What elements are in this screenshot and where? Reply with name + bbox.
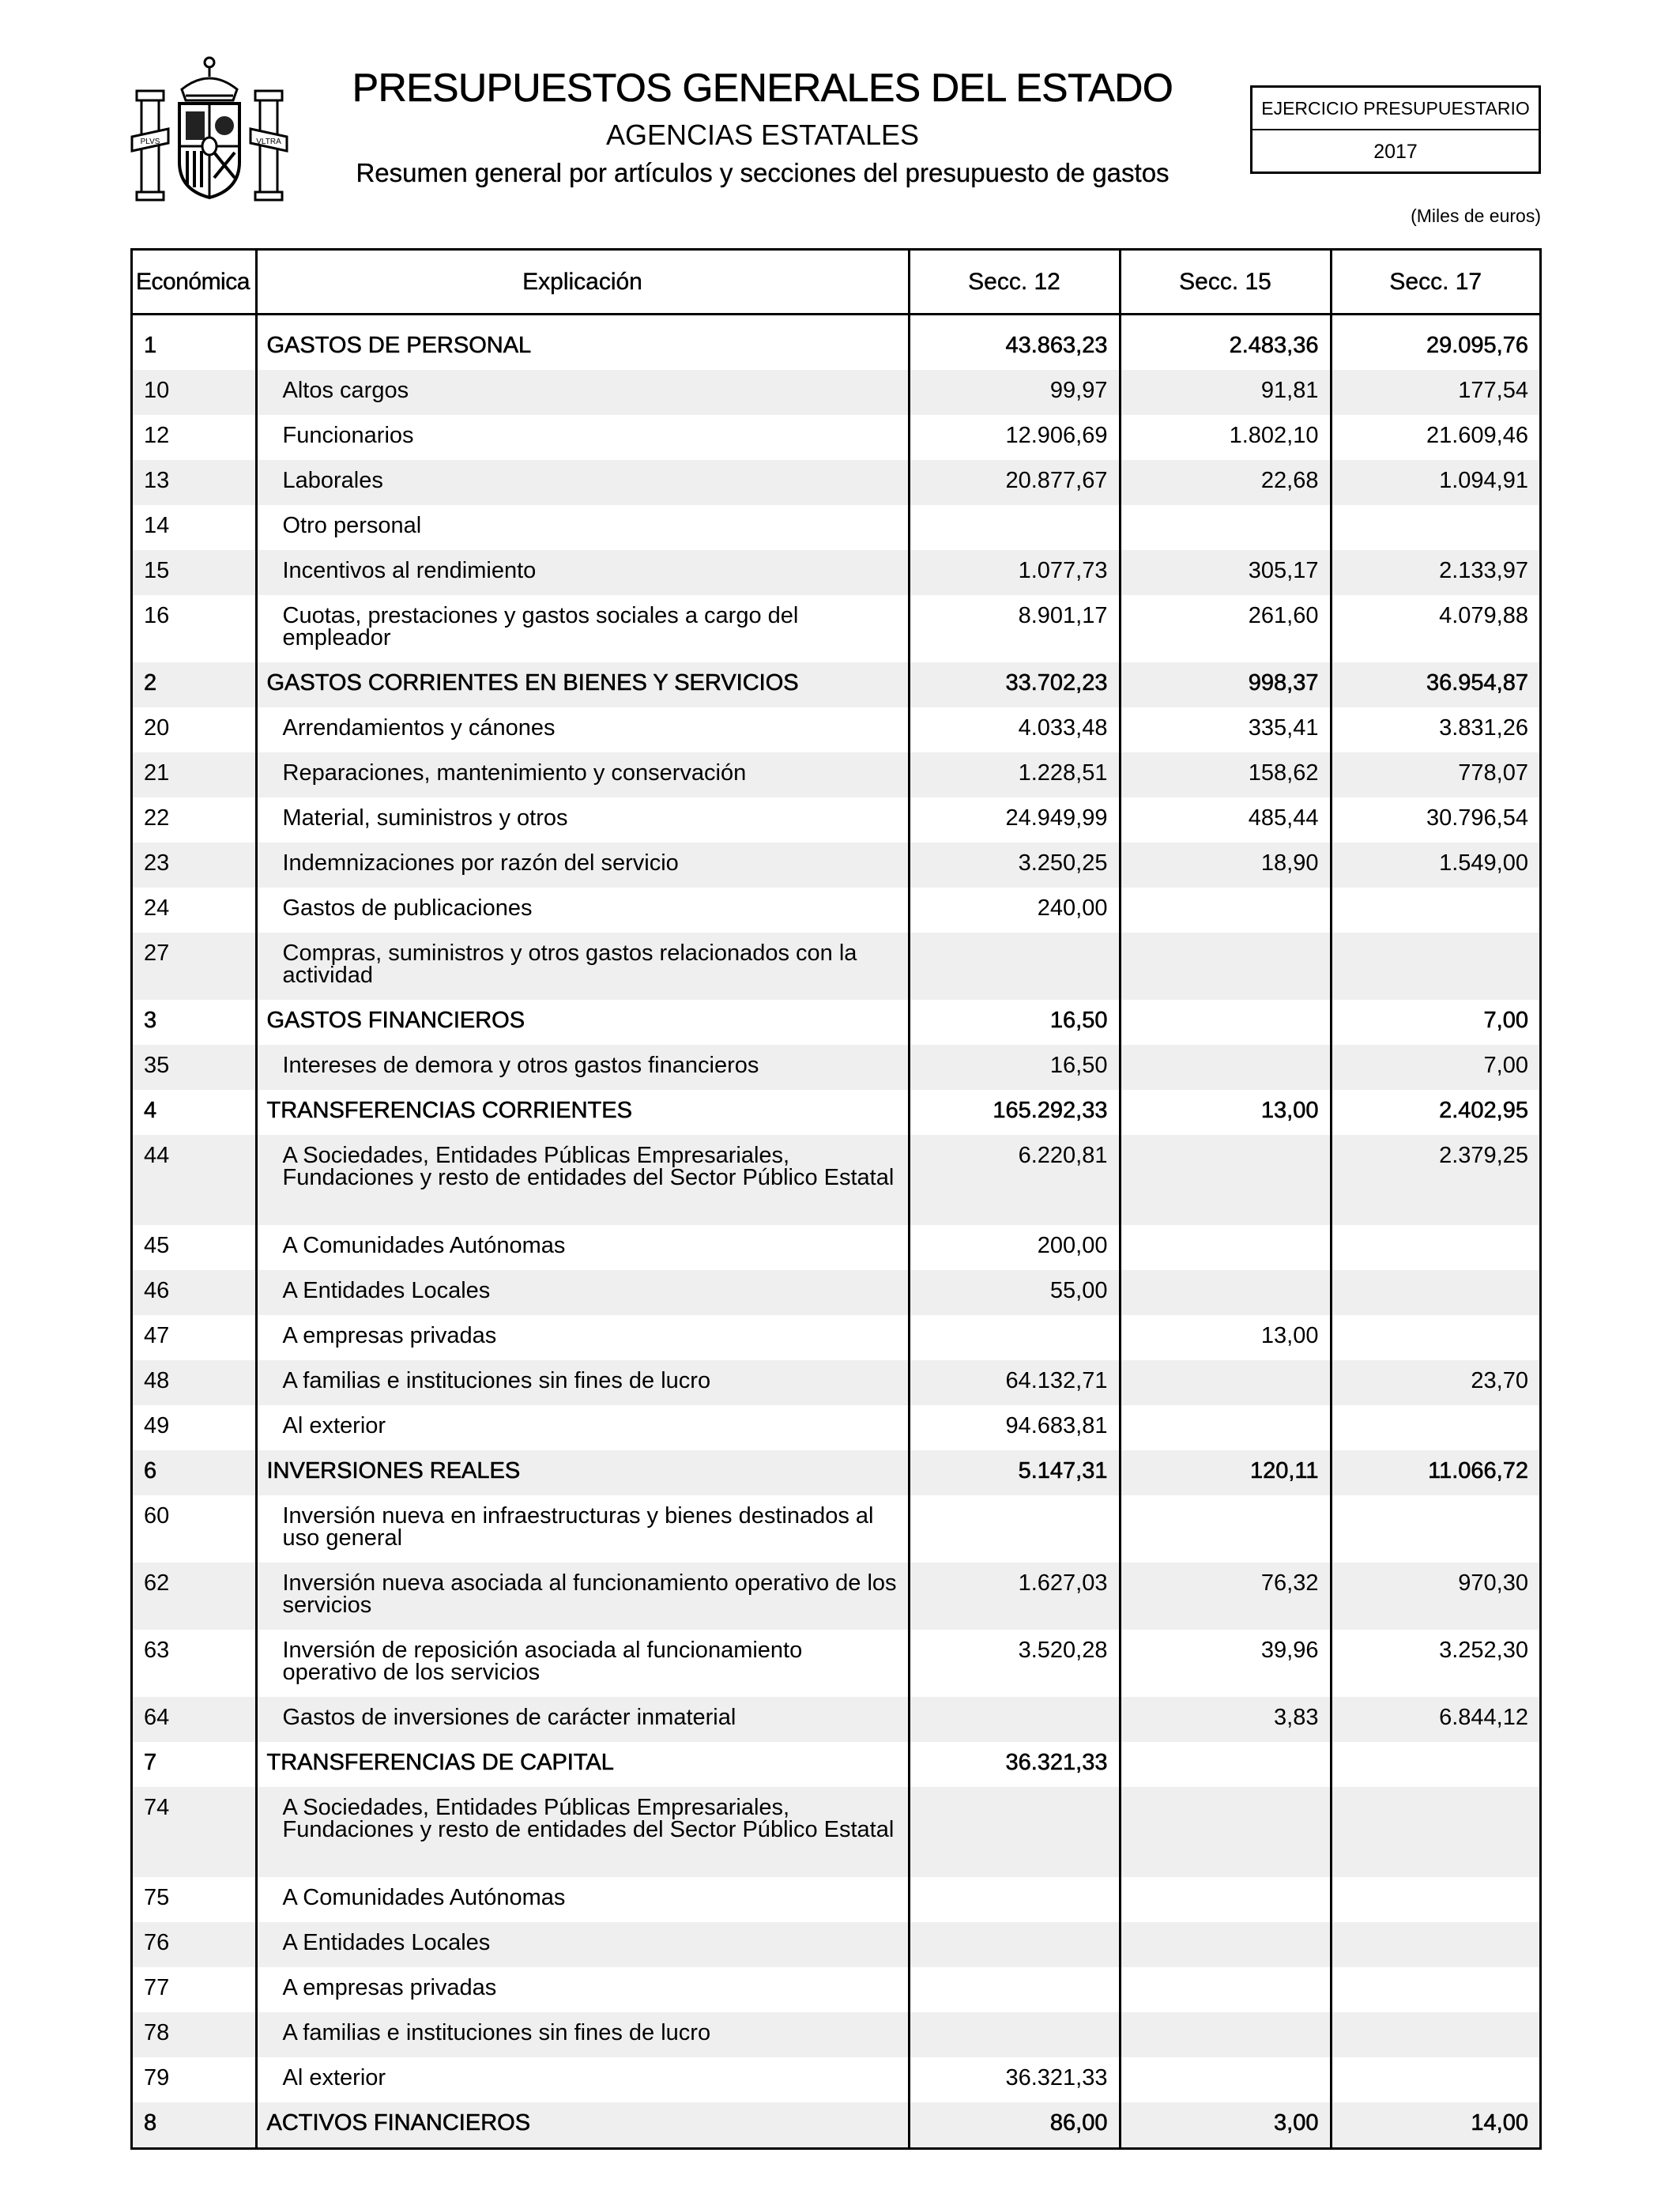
cell-secc-15: [1120, 2012, 1331, 2057]
cell-explicacion: TRANSFERENCIAS CORRIENTES: [256, 1090, 909, 1135]
table-row: [133, 595, 1539, 662]
cell-secc-15: 2.483,36: [1120, 325, 1331, 370]
cell-secc-17: [1331, 1495, 1539, 1563]
cell-code: 13: [133, 460, 256, 505]
cell-explicacion: Altos cargos: [256, 370, 909, 415]
emblem-motto-left: PLVS: [140, 138, 160, 146]
cell-explicacion: Reparaciones, mantenimiento y conservación: [256, 752, 909, 797]
cell-secc-15: [1120, 1045, 1331, 1090]
column-header-secc-12: Secc. 12: [909, 251, 1120, 315]
table-row: [133, 2057, 1539, 2102]
cell-explicacion: A Entidades Locales: [256, 1922, 909, 1967]
cell-secc-17: [1331, 1405, 1539, 1450]
emblem-motto-right: VLTRA: [256, 138, 281, 146]
cell-explicacion: A Comunidades Autónomas: [256, 1877, 909, 1922]
column-header-economica: Económica: [133, 251, 256, 315]
cell-secc-12: 55,00: [909, 1270, 1120, 1315]
cell-secc-17: [1331, 1225, 1539, 1270]
cell-code: 62: [133, 1563, 256, 1630]
cell-secc-12: 16,50: [909, 1000, 1120, 1045]
cell-secc-12: 1.077,73: [909, 550, 1120, 595]
cell-code: 77: [144, 1975, 170, 2000]
table-header-row: [133, 251, 1539, 315]
cell-code: 49: [144, 1413, 170, 1438]
cell-secc-15: 13,00: [1120, 1090, 1331, 1135]
cell-secc-15: 305,17: [1120, 550, 1331, 595]
table-row: [133, 1045, 1539, 1090]
cell-code: 20: [144, 715, 170, 741]
cell-secc-12: 94.683,81: [909, 1405, 1120, 1450]
cell-explicacion: Funcionarios: [256, 415, 909, 460]
cell-secc-17: 29.095,76: [1331, 325, 1539, 370]
cell-secc-12: 1.228,51: [909, 752, 1120, 797]
cell-explicacion: Material, suministros y otros: [256, 797, 909, 843]
cell-code: 15: [133, 550, 256, 595]
cell-secc-12: 64.132,71: [909, 1360, 1120, 1405]
cell-secc-12: 12.906,69: [909, 415, 1120, 460]
table-row: [133, 1270, 1539, 1315]
cell-secc-15: 335,41: [1120, 707, 1331, 752]
cell-secc-15: [1120, 1967, 1331, 2012]
cell-secc-17: [1331, 505, 1539, 550]
table-row: [133, 843, 1539, 888]
cell-secc-17: 6.844,12: [1331, 1697, 1539, 1742]
cell-explicacion: Gastos de publicaciones: [256, 888, 909, 933]
cell-secc-12: [909, 1697, 1120, 1742]
cell-explicacion: Cuotas, prestaciones y gastos sociales a cargo del empleador: [256, 595, 909, 662]
cell-secc-12: 5.147,31: [909, 1450, 1120, 1495]
cell-secc-17: [1331, 1877, 1539, 1922]
cell-secc-12: 165.292,33: [909, 1090, 1120, 1135]
table-row: [133, 1563, 1539, 1630]
cell-explicacion: A Sociedades, Entidades Públicas Empresariales, Fundaciones y resto de entidades del Sector Público Estatal: [256, 1135, 909, 1225]
cell-secc-17: [1331, 1967, 1539, 2012]
cell-secc-17: 3.252,30: [1331, 1630, 1539, 1697]
table-row: [133, 460, 1539, 505]
table-row: [133, 1697, 1539, 1742]
cell-explicacion: INVERSIONES REALES: [256, 1450, 909, 1495]
table-row: [133, 1315, 1539, 1360]
cell-code: 21: [133, 752, 256, 797]
cell-secc-12: 33.702,23: [909, 662, 1120, 707]
cell-secc-15: [1120, 1742, 1331, 1787]
table-row-chapter: [133, 1742, 1539, 1787]
cell-secc-12: 1.627,03: [909, 1563, 1120, 1630]
cell-explicacion: A familias e instituciones sin fines de lucro: [256, 2012, 909, 2057]
table-row: [133, 1225, 1539, 1270]
cell-explicacion: GASTOS DE PERSONAL: [256, 325, 909, 370]
table-row: [133, 2012, 1539, 2057]
cell-secc-15: 3,00: [1120, 2102, 1331, 2147]
cell-explicacion: Otro personal: [256, 505, 909, 550]
cell-code: 47: [144, 1323, 170, 1348]
cell-secc-15: 39,96: [1120, 1630, 1331, 1697]
cell-secc-17: 7,00: [1331, 1000, 1539, 1045]
table-row: [133, 1360, 1539, 1405]
cell-secc-17: 1.549,00: [1331, 843, 1539, 888]
cell-secc-17: 4.079,88: [1331, 595, 1539, 662]
cell-secc-12: 6.220,81: [909, 1135, 1120, 1225]
cell-code: 1: [144, 333, 157, 358]
cell-secc-15: [1120, 888, 1331, 933]
cell-code: 78: [133, 2012, 256, 2057]
cell-code: 76: [133, 1922, 256, 1967]
cell-secc-17: 2.379,25: [1331, 1135, 1539, 1225]
cell-secc-17: [1331, 1742, 1539, 1787]
table-row: [133, 370, 1539, 415]
cell-secc-15: 18,90: [1120, 843, 1331, 888]
cell-secc-17: [1331, 2012, 1539, 2057]
cell-code: 44: [133, 1135, 256, 1225]
cell-code: 6: [133, 1450, 256, 1495]
cell-secc-17: 778,07: [1331, 752, 1539, 797]
cell-explicacion: A familias e instituciones sin fines de lucro: [256, 1360, 909, 1405]
table-body: [133, 315, 1539, 2148]
table-row: [133, 1495, 1539, 1563]
cell-secc-12: 20.877,67: [909, 460, 1120, 505]
cell-secc-15: 158,62: [1120, 752, 1331, 797]
cell-secc-17: [1331, 888, 1539, 933]
cell-secc-12: 24.949,99: [909, 797, 1120, 843]
cell-secc-17: 11.066,72: [1331, 1450, 1539, 1495]
column-header-secc-17: Secc. 17: [1331, 251, 1539, 315]
table-row: [133, 1922, 1539, 1967]
cell-code: 2: [133, 662, 256, 707]
cell-code: 12: [144, 423, 170, 448]
table-row: [133, 888, 1539, 933]
cell-secc-15: [1120, 1225, 1331, 1270]
cell-secc-17: [1331, 1787, 1539, 1877]
cell-secc-15: 998,37: [1120, 662, 1331, 707]
cell-explicacion: Inversión nueva asociada al funcionamiento operativo de los servicios: [256, 1563, 909, 1630]
cell-secc-15: [1120, 1135, 1331, 1225]
cell-explicacion: TRANSFERENCIAS DE CAPITAL: [256, 1742, 909, 1787]
table-row: [133, 1967, 1539, 2012]
cell-secc-17: [1331, 933, 1539, 1000]
cell-explicacion: ACTIVOS FINANCIEROS: [256, 2102, 909, 2147]
table-row-chapter: [133, 1090, 1539, 1135]
cell-code: 63: [144, 1638, 170, 1663]
cell-secc-12: 99,97: [909, 370, 1120, 415]
ejercicio-box: [1250, 85, 1541, 174]
cell-secc-17: [1331, 1315, 1539, 1360]
cell-secc-15: 1.802,10: [1120, 415, 1331, 460]
page-description: Resumen general por artículos y secciones del presupuesto de gastos: [356, 158, 1170, 187]
cell-secc-17: 7,00: [1331, 1045, 1539, 1090]
cell-code: 79: [144, 2065, 170, 2090]
cell-secc-12: [909, 1967, 1120, 2012]
cell-secc-17: [1331, 1270, 1539, 1315]
cell-secc-15: 91,81: [1120, 370, 1331, 415]
cell-explicacion: Incentivos al rendimiento: [256, 550, 909, 595]
coat-of-arms-emblem: [130, 51, 288, 209]
table-row-chapter: [133, 1450, 1539, 1495]
cell-secc-15: [1120, 1270, 1331, 1315]
cell-secc-15: [1120, 1922, 1331, 1967]
cell-secc-12: [909, 1315, 1120, 1360]
cell-explicacion: Laborales: [256, 460, 909, 505]
cell-secc-15: [1120, 1405, 1331, 1450]
budget-table: [130, 248, 1542, 2150]
cell-explicacion: Gastos de inversiones de carácter inmaterial: [256, 1697, 909, 1742]
cell-code: 74: [133, 1787, 256, 1877]
cell-explicacion: A empresas privadas: [256, 1315, 909, 1360]
cell-secc-17: 21.609,46: [1331, 415, 1539, 460]
cell-secc-17: 30.796,54: [1331, 797, 1539, 843]
cell-secc-17: [1331, 2057, 1539, 2102]
cell-secc-15: [1120, 505, 1331, 550]
page-subtitle: AGENCIAS ESTATALES: [605, 119, 920, 151]
cell-secc-15: 76,32: [1120, 1563, 1331, 1630]
table-row: [133, 1630, 1539, 1697]
cell-secc-15: [1120, 1495, 1331, 1563]
cell-code: 7: [144, 1750, 157, 1775]
cell-secc-17: 2.133,97: [1331, 550, 1539, 595]
cell-explicacion: A Entidades Locales: [256, 1270, 909, 1315]
cell-code: 46: [133, 1270, 256, 1315]
cell-secc-17: 177,54: [1331, 370, 1539, 415]
cell-secc-12: [909, 1495, 1120, 1563]
cell-secc-12: 86,00: [909, 2102, 1120, 2147]
cell-secc-12: [909, 1787, 1120, 1877]
table-row: [133, 1787, 1539, 1877]
cell-explicacion: Indemnizaciones por razón del servicio: [256, 843, 909, 888]
table-row-chapter: [133, 2102, 1539, 2147]
cell-secc-12: 3.250,25: [909, 843, 1120, 888]
ejercicio-year: 2017: [1373, 141, 1418, 163]
cell-secc-17: [1331, 1922, 1539, 1967]
cell-secc-15: 22,68: [1120, 460, 1331, 505]
cell-secc-15: [1120, 1877, 1331, 1922]
table-row: [133, 752, 1539, 797]
table-row: [133, 797, 1539, 843]
cell-secc-17: 2.402,95: [1331, 1090, 1539, 1135]
cell-code: 60: [144, 1503, 170, 1529]
cell-explicacion: A Comunidades Autónomas: [256, 1225, 909, 1270]
ejercicio-label: EJERCICIO PRESUPUESTARIO: [1252, 88, 1539, 130]
table-row: [133, 550, 1539, 595]
cell-explicacion: Intereses de demora y otros gastos financieros: [256, 1045, 909, 1090]
cell-secc-12: [909, 1877, 1120, 1922]
cell-secc-15: 13,00: [1120, 1315, 1331, 1360]
cell-secc-15: [1120, 933, 1331, 1000]
cell-secc-12: 240,00: [909, 888, 1120, 933]
column-header-explicacion: Explicación: [256, 251, 909, 315]
cell-explicacion: Inversión de reposición asociada al funcionamiento operativo de los servicios: [256, 1630, 909, 1697]
cell-explicacion: GASTOS FINANCIEROS: [256, 1000, 909, 1045]
page-title: PRESUPUESTOS GENERALES DEL ESTADO: [352, 66, 1173, 110]
cell-code: 27: [133, 933, 256, 1000]
table-row: [133, 1135, 1539, 1225]
cell-code: 4: [144, 1098, 157, 1123]
cell-explicacion: A Sociedades, Entidades Públicas Empresariales, Fundaciones y resto de entidades del Sector Público Estatal: [256, 1787, 909, 1877]
cell-explicacion: Compras, suministros y otros gastos relacionados con la actividad: [256, 933, 909, 1000]
table-row: [133, 707, 1539, 752]
cell-secc-15: [1120, 1787, 1331, 1877]
cell-secc-12: [909, 2012, 1120, 2057]
cell-code: 22: [144, 805, 170, 831]
cell-secc-17: 23,70: [1331, 1360, 1539, 1405]
cell-explicacion: GASTOS CORRIENTES EN BIENES Y SERVICIOS: [256, 662, 909, 707]
cell-secc-17: 1.094,91: [1331, 460, 1539, 505]
table-row-chapter: [133, 325, 1539, 370]
cell-secc-17: 14,00: [1331, 2102, 1539, 2147]
cell-secc-12: 8.901,17: [909, 595, 1120, 662]
cell-secc-17: 36.954,87: [1331, 662, 1539, 707]
cell-code: 75: [144, 1885, 170, 1910]
cell-secc-12: [909, 1922, 1120, 1967]
cell-secc-12: 36.321,33: [909, 2057, 1120, 2102]
cell-secc-12: 200,00: [909, 1225, 1120, 1270]
column-header-secc-15: Secc. 15: [1120, 251, 1331, 315]
cell-explicacion: Inversión nueva en infraestructuras y bienes destinados al uso general: [256, 1495, 909, 1563]
table-row-chapter: [133, 662, 1539, 707]
cell-secc-17: 3.831,26: [1331, 707, 1539, 752]
table-row: [133, 1405, 1539, 1450]
cell-code: 24: [144, 895, 170, 921]
cell-secc-15: [1120, 2057, 1331, 2102]
cell-secc-17: 970,30: [1331, 1563, 1539, 1630]
cell-code: 23: [133, 843, 256, 888]
cell-secc-12: 4.033,48: [909, 707, 1120, 752]
cell-secc-15: 261,60: [1120, 595, 1331, 662]
cell-code: 10: [133, 370, 256, 415]
cell-secc-12: [909, 933, 1120, 1000]
cell-code: 35: [133, 1045, 256, 1090]
cell-secc-12: 16,50: [909, 1045, 1120, 1090]
cell-code: 8: [133, 2102, 256, 2147]
table-row-chapter: [133, 1000, 1539, 1045]
table-row: [133, 415, 1539, 460]
table-spacer: [133, 315, 1539, 326]
cell-secc-15: [1120, 1000, 1331, 1045]
table-row: [133, 933, 1539, 1000]
cell-secc-15: 3,83: [1120, 1697, 1331, 1742]
table-row: [133, 1877, 1539, 1922]
cell-code: 64: [133, 1697, 256, 1742]
units-note: (Miles de euros): [1411, 205, 1541, 226]
cell-explicacion: Al exterior: [256, 2057, 909, 2102]
cell-secc-12: 36.321,33: [909, 1742, 1120, 1787]
cell-code: 16: [144, 603, 170, 628]
cell-code: 3: [144, 1008, 157, 1033]
cell-secc-12: 3.520,28: [909, 1630, 1120, 1697]
cell-secc-15: 120,11: [1120, 1450, 1331, 1495]
cell-secc-15: [1120, 1360, 1331, 1405]
cell-secc-12: [909, 505, 1120, 550]
cell-code: 45: [144, 1233, 170, 1258]
cell-code: 48: [133, 1360, 256, 1405]
table-row: [133, 505, 1539, 550]
cell-secc-15: 485,44: [1120, 797, 1331, 843]
cell-explicacion: Al exterior: [256, 1405, 909, 1450]
cell-code: 14: [144, 513, 170, 538]
cell-explicacion: A empresas privadas: [256, 1967, 909, 2012]
cell-explicacion: Arrendamientos y cánones: [256, 707, 909, 752]
cell-secc-12: 43.863,23: [909, 325, 1120, 370]
